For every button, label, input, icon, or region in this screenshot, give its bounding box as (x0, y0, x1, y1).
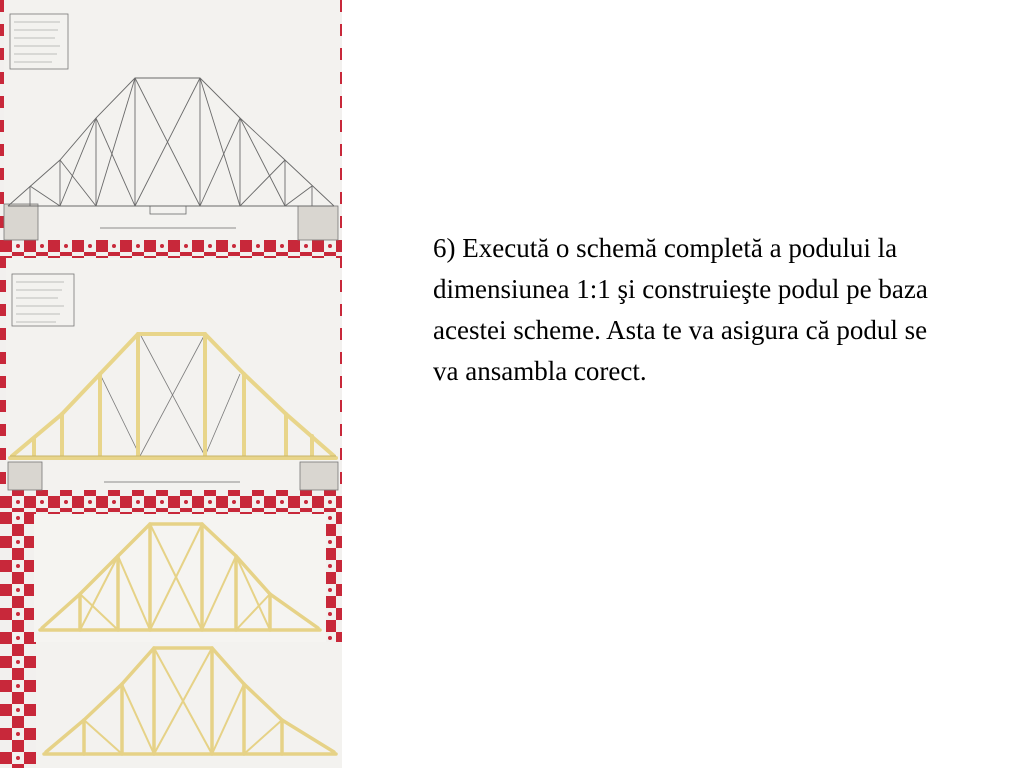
bridge-plan-with-spaghetti-photo (0, 256, 342, 512)
completed-spaghetti-trusses-photo (0, 512, 342, 768)
bridge-plan-drawing-photo (0, 0, 342, 256)
slide-caption: 6) Execută o schemă completă a podului la dimensiunea 1:1 şi construieşte podul pe baza acestei scheme. Asta te va asigura că podul se va ansambla corect. (433, 233, 928, 386)
